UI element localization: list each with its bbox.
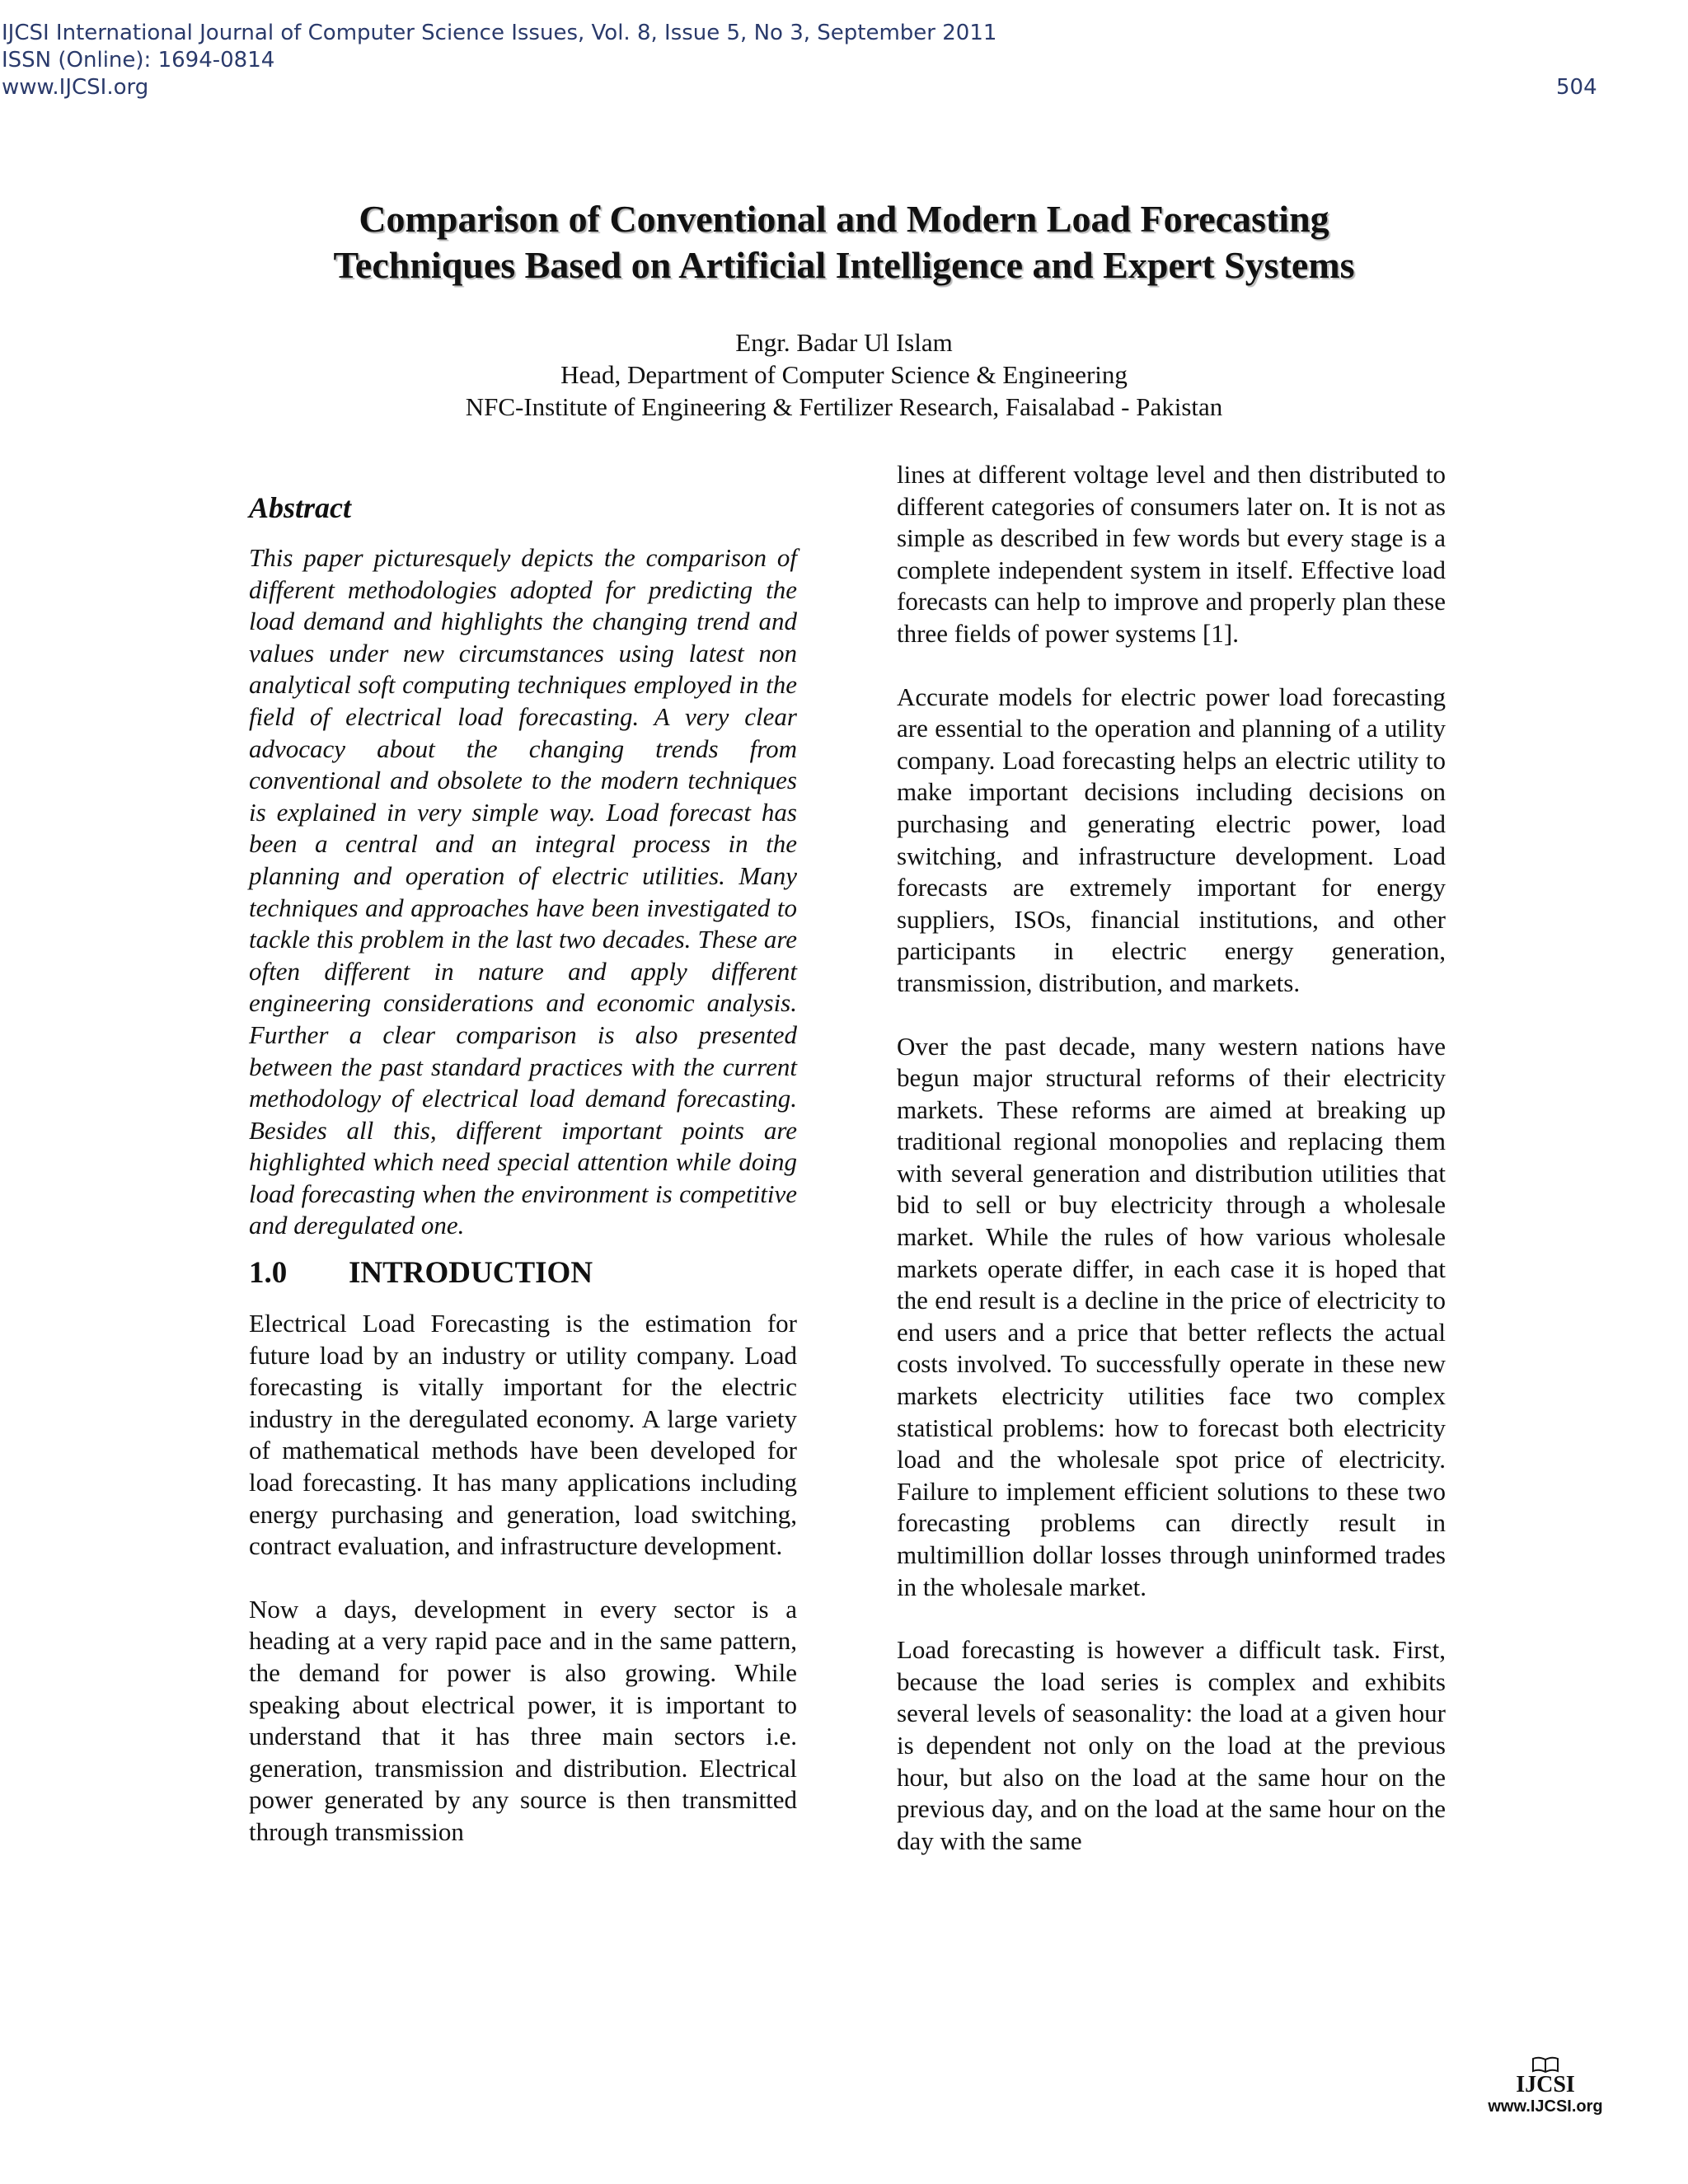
title-line-1: Comparison of Conventional and Modern Load Forecasting: [359, 198, 1329, 240]
author-position: Head, Department of Computer Science & Engineering: [560, 360, 1128, 389]
title-line-2: Techniques Based on Artificial Intelligence and Expert Systems: [333, 244, 1355, 286]
left-column: [249, 491, 797, 1849]
right-paragraph-2: Accurate models for electric power load forecasting are essential to the operation and planning of a utility company. Load forecasting helps an electric utility to make important decisions including decisions on purchasing and generating electric power, load switching, and infrastructure development. Load forecasts are extremely important for energy suppliers, ISOs, financial institutions, and other participants in electric energy generation, transmission, distribution, and markets.: [897, 682, 1446, 997]
section-heading: [249, 1255, 797, 1291]
footer-logo: [1475, 2055, 1615, 2116]
intro-paragraph-2: Now a days, development in every sector is a heading at a very rapid pace and in the same pattern, the demand for power is also growing. While speaking about electrical power, it is important to understand that it has three main sectors i.e. generation, transmission and distribution. Electrical power generated by any source is then transmitted through transmission: [249, 1594, 797, 1846]
author-block: [0, 326, 1688, 423]
footer-logo-text: IJCSI: [1516, 2072, 1575, 2097]
section-number: 1.0: [249, 1256, 288, 1291]
section-title: INTRODUCTION: [349, 1256, 593, 1291]
right-column: [897, 459, 1446, 1857]
right-paragraph-3: Over the past decade, many western nations have begun major structural reforms of their electricity markets. These reforms are aimed at breaking up traditional regional monopolies and replacing them with several generation and distribution utilities that bid to sell or buy electricity through a wholesale market. While the rules of how various wholesale markets operate differ, in each case it is hoped that the end result is a decline in the price of electricity to end users and a price that better reflects the actual costs involved. To successfully operate in these new markets electricity utilities face two complex statistical problems: how to forecast both electricity load and the wholesale spot price of electricity. Failure to implement efficient solutions to these two forecasting problems can directly result in multimillion dollar losses through uninformed trades in the wholesale market.: [897, 1031, 1446, 1601]
right-paragraph-4: Load forecasting is however a difficult task. First, because the load series is complex and exhibits several levels of seasonality: the load at a given hour is dependent not only on the load at the previous hour, but also on the load at the same hour on the previous day, and on the load at the same hour on the day with the same: [897, 1635, 1446, 1855]
right-paragraph-1: lines at different voltage level and then distributed to different categories of consumers later on. It is not as simple as described in few words but every stage is a complete independent system in itself. Effective load forecasts can help to improve and properly plan these three fields of power systems [1].: [897, 460, 1446, 648]
abstract-heading: Abstract: [249, 491, 352, 524]
intro-paragraph-1: Electrical Load Forecasting is the estimation for future load by an industry or utility company. Load forecasting is vitally important for the electric industry in the deregulated economy. A large variety of mathematical methods have been developed for load forecasting. It has many applications including energy purchasing and generation, load switching, contract evaluation, and infrastructure development.: [249, 1309, 797, 1561]
website-link[interactable]: www.IJCSI.org: [2, 75, 149, 100]
author-affiliation: NFC-Institute of Engineering & Fertilizer Research, Faisalabad - Pakistan: [465, 392, 1223, 421]
journal-line: IJCSI International Journal of Computer Science Issues, Vol. 8, Issue 5, No 3, September 2011: [2, 21, 997, 45]
book-icon: [1531, 2055, 1559, 2074]
paper-title: [0, 196, 1688, 288]
issn-line: ISSN (Online): 1694-0814: [2, 48, 275, 73]
footer-url[interactable]: www.IJCSI.org: [1488, 2097, 1603, 2116]
abstract-text: This paper picturesquely depicts the comparison of different methodologies adopted for predicting the load demand and highlights the changing trend and values under new circumstances using latest non analytical soft computing techniques employed in the field of electrical load forecasting. A very clear advocacy about the changing trends from conventional and obsolete to the modern techniques is explained in very simple way. Load forecast has been a central and an integral process in the planning and operation of electric utilities. Many techniques and approaches have been investigated to tackle this problem in the last two decades. These are often different in nature and apply different engineering considerations and economic analysis. Further a clear comparison is also presented between the past standard practices with the current methodology of electrical load demand forecasting. Besides all this, different important points are highlighted which need special attention while doing load forecasting when the environment is competitive and deregulated one.: [249, 543, 797, 1240]
author-name: Engr. Badar Ul Islam: [735, 328, 953, 357]
page-number: 504: [1556, 75, 1597, 100]
